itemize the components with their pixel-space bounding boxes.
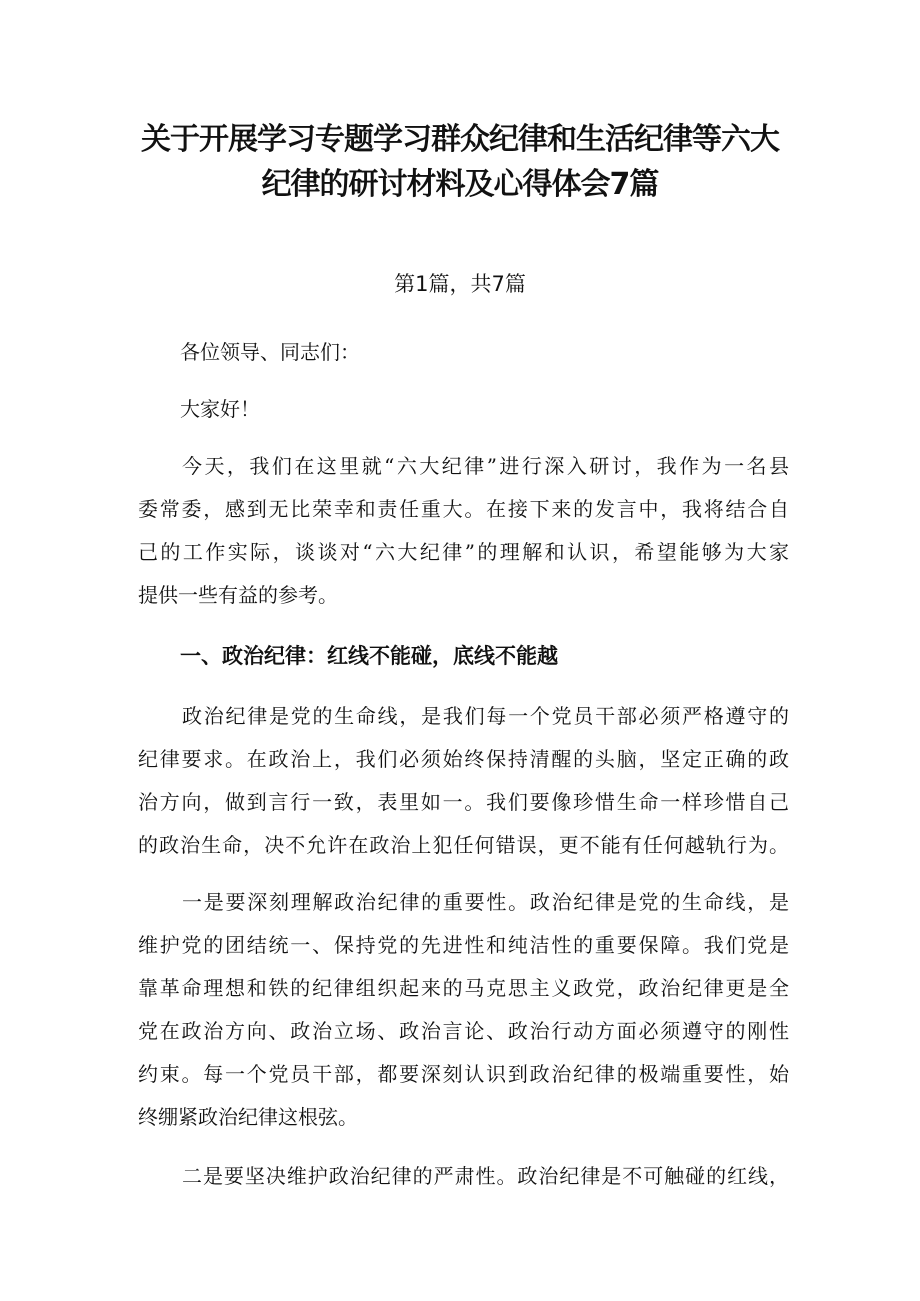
paragraph-line: 二是要坚决维护政治纪律的严肃性。政治纪律是不可触碰的红线，	[182, 1164, 789, 1188]
paragraph-line: 靠革命理想和铁的纪律组织起来的马克思主义政党，政治纪律更是全	[138, 976, 789, 1000]
paragraph-line: 的政治生命，决不允许在政治上犯任何错误，更不能有任何越轨行为。	[138, 833, 789, 857]
part-indicator: 第1篇，共7篇	[394, 272, 526, 296]
paragraph-line: 治方向，做到言行一致，表里如一。我们要像珍惜生命一样珍惜自己	[138, 790, 789, 814]
paragraph-line: 约束。每一个党员干部，都要深刻认识到政治纪律的极端重要性，始	[138, 1062, 789, 1086]
document-title-line-1: 关于开展学习专题学习群众纪律和生活纪律等六大	[141, 122, 779, 157]
intro-line: 委常委，感到无比荣幸和责任重大。在接下来的发言中，我将结合自	[138, 497, 789, 521]
paragraph-line: 一是要深刻理解政治纪律的重要性。政治纪律是党的生命线，是	[182, 890, 789, 914]
salutation: 各位领导、同志们：	[180, 340, 360, 364]
intro-line: 己的工作实际，谈谈对“六大纪律”的理解和认识，希望能够为大家	[138, 540, 789, 564]
greeting: 大家好！	[180, 397, 260, 421]
paragraph-line: 维护党的团结统一、保持党的先进性和纯洁性的重要保障。我们党是	[138, 933, 789, 957]
document-title-line-2: 纪律的研讨材料及心得体会7篇	[261, 167, 659, 202]
paragraph-line: 终绷紧政治纪律这根弦。	[138, 1105, 358, 1129]
intro-line: 提供一些有益的参考。	[138, 583, 338, 607]
intro-line: 今天，我们在这里就“六大纪律”进行深入研讨，我作为一名县	[182, 454, 789, 478]
paragraph-line: 纪律要求。在政治上，我们必须始终保持清醒的头脑，坚定正确的政	[138, 747, 789, 771]
paragraph-line: 党在政治方向、政治立场、政治言论、政治行动方面必须遵守的刚性	[138, 1019, 789, 1043]
section-heading: 一、政治纪律：红线不能碰，底线不能越	[180, 644, 558, 668]
paragraph-line: 政治纪律是党的生命线，是我们每一个党员干部必须严格遵守的	[182, 704, 789, 728]
